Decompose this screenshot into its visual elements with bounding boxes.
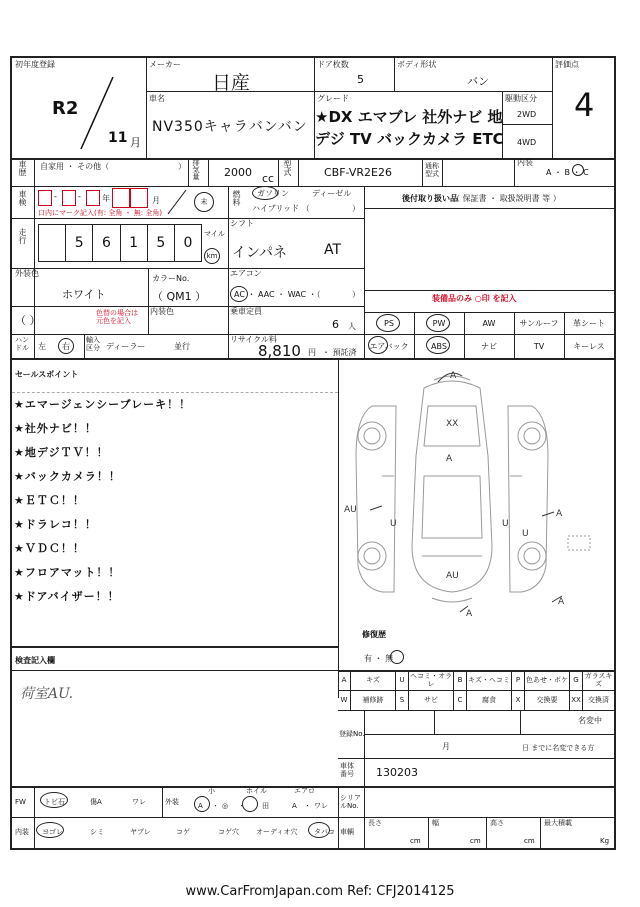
- length-label: 長さ: [368, 819, 382, 827]
- drive-2wd: 2WD: [517, 110, 537, 119]
- int-item: コゲ: [176, 828, 190, 836]
- fuel-diesel: ディーゼル: [312, 189, 352, 198]
- damage-mark: A: [556, 509, 563, 519]
- damage-mark: U: [522, 529, 529, 539]
- fuel-hybrid: ハイブリッド （: [252, 204, 310, 213]
- int-item: ヤブレ: [130, 828, 151, 836]
- inspect-note: 口内にマーク記入(有: 全角 ・ 無: 全角): [38, 209, 163, 217]
- frame-label: 車体番号: [340, 762, 354, 778]
- frame-number: 130203: [376, 766, 418, 779]
- car-name-label: 車名: [149, 94, 165, 103]
- color-change: （ ）: [15, 314, 41, 327]
- width-unit: cm: [470, 837, 481, 845]
- km-circle: km: [204, 248, 220, 264]
- legend-desc: キズ・ヘコミ: [467, 670, 512, 690]
- equip-ps: PS: [384, 318, 394, 328]
- equip-navi: ナビ: [481, 341, 497, 351]
- damage-mark: A: [446, 454, 453, 464]
- height-label: 高さ: [490, 819, 504, 827]
- inspect-dash-1: -: [54, 192, 57, 201]
- int-circle: [36, 822, 64, 838]
- wheel-label: ホイル: [246, 787, 267, 795]
- odometer-digit: [39, 225, 66, 261]
- car-diagram: [342, 366, 610, 618]
- wheel-circle: [242, 796, 258, 812]
- legend-code: W: [338, 690, 351, 710]
- equip-title: 装備品のみ ○印 を記入: [432, 294, 517, 303]
- fw-circle: [40, 792, 68, 808]
- color-change-note: 色替の場合は 元色を記入: [96, 309, 138, 325]
- damage-mark: XX: [446, 419, 459, 429]
- fw-item: トビ石: [44, 798, 65, 806]
- ext-item: ・: [304, 802, 311, 810]
- reg-no-label: 登録No.: [339, 730, 365, 738]
- int-item: タバコ: [314, 828, 335, 836]
- inspect-month-unit: 月: [152, 196, 160, 205]
- fuel-gasoline: ガソリン: [257, 189, 289, 198]
- usage-value: 自家用 ・ その他（: [40, 162, 110, 171]
- grade-line1: ★DX エマブレ 社外ナビ 地: [315, 108, 503, 126]
- odometer-digit: 1: [121, 225, 148, 261]
- legend-desc: 交換済: [588, 696, 609, 704]
- maker-value: 日産: [212, 72, 251, 94]
- import-label: 輸入区分: [86, 336, 100, 352]
- ext-circle: [194, 796, 210, 812]
- recycle-label: リサイクル料: [230, 335, 277, 344]
- damage-mark: AU: [344, 505, 357, 515]
- odometer: [38, 224, 202, 262]
- ext-label: 外装: [165, 798, 179, 806]
- equip-leather: 革シート: [573, 318, 605, 328]
- sales-point: ★ドアバイザー！！: [14, 590, 120, 603]
- int-item: ヨゴレ: [42, 828, 63, 836]
- ext-color-value: ホワイト: [62, 288, 106, 301]
- mile-label: マイル: [204, 230, 225, 238]
- fuel-hybrid-close: ）: [352, 204, 360, 213]
- legend-code: U: [396, 670, 409, 690]
- footer-ref: www.CarFromJapan.com Ref: CFJ2014125: [185, 884, 455, 899]
- legend-code: P: [512, 670, 525, 690]
- sales-point: ★バックカメラ！！: [14, 470, 121, 483]
- body-label: ボディ形状: [397, 60, 437, 69]
- ext-item: A: [292, 802, 297, 810]
- damage-mark: A: [450, 371, 457, 381]
- reg-month: 11: [108, 130, 128, 146]
- name-change: 名変中: [578, 716, 602, 725]
- car-name-value: NV350キャラバンバン: [152, 119, 308, 135]
- length-unit: cm: [410, 837, 421, 845]
- damage-mark: U: [502, 519, 509, 529]
- sales-point: ★ＶＤＣ！！: [14, 542, 85, 555]
- sales-point: ★ドラレコ！！: [14, 518, 97, 531]
- interior-label: 内装: [517, 158, 533, 167]
- inspect-box-2: [62, 190, 76, 206]
- sales-point: ★社外ナビ！！: [14, 422, 97, 435]
- shift-type: AT: [324, 242, 342, 258]
- equip-airbag-circle: [368, 336, 388, 354]
- equip-ps-circle: [376, 314, 400, 332]
- fw-item: ワレ: [132, 798, 146, 806]
- mileage-label: 走行: [18, 228, 27, 244]
- doors-label: ドア枚数: [317, 60, 349, 69]
- grade-label: グレード: [317, 94, 349, 103]
- ext-item: ・: [238, 802, 245, 810]
- damage-mark: U: [390, 519, 397, 529]
- recycle-value: 8,810: [258, 342, 301, 360]
- int-circle-2: [308, 822, 330, 838]
- inspector-title: 検査記入欄: [15, 656, 55, 665]
- no-shaken-circle: 未: [194, 192, 214, 212]
- odometer-digit: 6: [93, 225, 120, 261]
- handle-label: ハンドル: [15, 336, 29, 352]
- legend-desc: 交換要: [525, 690, 570, 710]
- tsusho-label: 通称型式: [425, 162, 439, 178]
- damage-mark: A: [558, 597, 565, 607]
- sales-points-list: [14, 398, 334, 614]
- shift-position: インパネ: [232, 245, 288, 261]
- model-label: 型式: [283, 160, 292, 176]
- shaken-label: 車歴: [18, 160, 27, 176]
- sales-point: ★ＥＴＣ！！: [14, 494, 85, 507]
- legend-desc: サビ: [409, 690, 454, 710]
- interior-color-label: 内装色: [150, 307, 174, 316]
- legend-row-2: [338, 690, 614, 710]
- capacity-label: 乗車定員: [230, 307, 262, 316]
- fw-item: 傷A: [90, 798, 102, 806]
- reg-month: 月: [442, 742, 450, 751]
- repair-circle: [390, 650, 404, 664]
- fuel-circle: [252, 186, 278, 200]
- legend-row-1: [338, 670, 614, 690]
- sales-point: ★地デジＴＶ！！: [14, 446, 109, 459]
- legend-code: XX: [570, 690, 583, 710]
- max-load-unit: Kg: [600, 837, 610, 845]
- inspector-note: 荷室AU.: [20, 686, 74, 702]
- handle-circle: [58, 338, 74, 354]
- max-load-label: 最大積載: [544, 819, 572, 827]
- inspect-label: 車検: [18, 190, 27, 206]
- import-dealer: ディーラー: [106, 342, 146, 351]
- legend-desc: 腐食: [467, 690, 512, 710]
- ext-item: ・: [212, 802, 219, 810]
- inspect-year-unit: 年: [102, 194, 110, 203]
- small-label: 小: [208, 787, 215, 795]
- equip-tv: TV: [533, 341, 545, 351]
- odometer-digit: 0: [183, 235, 193, 251]
- first-reg-label: 初年度登録: [15, 60, 55, 69]
- serial-label: シリアルNo.: [340, 794, 361, 810]
- equip-keyless: キーレス: [573, 341, 605, 351]
- aero-label: エアロ: [294, 787, 315, 795]
- equip-abs-circle: [426, 336, 450, 354]
- ext-item: ◎: [222, 802, 229, 810]
- body-value: バン: [467, 75, 489, 88]
- equip-aw: AW: [482, 318, 496, 328]
- equip-abs: ABS: [431, 341, 447, 351]
- import-parallel: 並行: [174, 342, 190, 351]
- equip-pw-circle: [426, 314, 450, 332]
- inspect-box-1: [38, 190, 52, 206]
- ext-color-label: 外装色: [15, 269, 39, 278]
- score-label: 評価点: [555, 60, 579, 69]
- drive-label: 駆動区分: [505, 94, 537, 103]
- height-unit: cm: [524, 837, 535, 845]
- inspect-box-5: [130, 188, 148, 208]
- displacement-label: 排気量: [192, 159, 200, 180]
- handle-left: 左: [38, 342, 46, 351]
- interior-grades: A ・ B ・ C: [546, 168, 589, 177]
- interior-grade-circle: [572, 164, 584, 176]
- legend-desc: キズ: [351, 670, 396, 690]
- maker-label: メーカー: [149, 60, 181, 69]
- ext-item: 田: [262, 802, 269, 810]
- int-item: シミ: [90, 828, 104, 836]
- displacement-value: 2000: [224, 166, 252, 179]
- aircon-label: エアコン: [230, 269, 262, 278]
- aircon-close: ）: [352, 290, 360, 299]
- sales-points-title: セールスポイント: [15, 370, 79, 379]
- displacement-unit: cc: [262, 172, 275, 185]
- inspect-slash: [162, 188, 192, 216]
- sales-point: ★エマージェンシーブレーキ！！: [14, 398, 192, 411]
- recycle-unit: 円: [308, 348, 316, 357]
- ext-item: ワレ: [314, 802, 328, 810]
- odometer-digit: 5: [66, 225, 93, 261]
- width-label: 幅: [432, 819, 439, 827]
- capacity-unit: 人: [348, 322, 356, 331]
- sales-point: ★フロアマット！！: [14, 566, 121, 579]
- repair-label: 修復歴: [362, 630, 386, 639]
- aircon-circle: [230, 286, 248, 302]
- capacity-value: 6: [332, 318, 339, 331]
- drive-4wd: 4WD: [517, 138, 537, 147]
- legend-desc: 色あせ・ボケ: [525, 670, 570, 690]
- legend-code: G: [570, 670, 583, 690]
- recycle-deposit: ・ 預託済: [322, 348, 357, 357]
- doors-value: 5: [357, 73, 364, 86]
- legend-code: C: [454, 690, 467, 710]
- int-label: 内装: [15, 828, 29, 836]
- reg-day-note: 日 までに名変できる方: [522, 744, 595, 752]
- equip-sunroof: サンルーフ: [519, 318, 559, 328]
- inspect-box-3: [86, 190, 100, 206]
- era-year: R2: [52, 98, 79, 119]
- inspect-box-4: [112, 188, 130, 208]
- accessories-value: （ 保証書 ・ 取扱説明書 等 ）: [452, 194, 561, 203]
- shift-label: シフト: [230, 219, 254, 228]
- usage-close: ）: [178, 162, 186, 171]
- ext-item: A: [198, 802, 203, 810]
- legend-code: X: [512, 690, 525, 710]
- inspect-dash-2: -: [78, 192, 81, 201]
- damage-mark: AU: [446, 571, 459, 581]
- int-item: コゲ穴: [218, 828, 239, 836]
- fw-label: FW: [15, 798, 26, 806]
- equip-pw: PW: [432, 318, 446, 328]
- accessories-label: 後付取り扱い品: [402, 194, 458, 203]
- legend-code: S: [396, 690, 409, 710]
- equip-airbag: エアバック: [369, 341, 409, 351]
- damage-mark: A: [466, 609, 473, 618]
- repair-value: 有 ・ 無: [364, 654, 394, 663]
- legend-code: B: [454, 670, 467, 690]
- int-item: オーディオ穴: [256, 828, 298, 836]
- legend-desc: ガラスキズ: [584, 672, 613, 688]
- aircon-value: AC ・ AAC ・ WAC ・（: [234, 290, 321, 299]
- dims-label: 車輌: [340, 828, 354, 836]
- auction-sheet: [10, 56, 616, 850]
- score-value: 4: [574, 86, 595, 124]
- fuel-label: 燃料: [232, 190, 241, 206]
- legend-code: A: [338, 670, 351, 690]
- color-no-value: （ QM1 ）: [152, 290, 207, 303]
- grade-line2: デジ TV バックカメラ ETC: [315, 130, 504, 148]
- model-value: CBF-VR2E26: [324, 166, 392, 179]
- odometer-digit: 5: [148, 225, 175, 261]
- reg-month-unit: 月: [130, 136, 141, 149]
- color-no-label: カラーNo.: [152, 274, 190, 283]
- legend-desc: ヘコミ・オラレ: [410, 672, 452, 688]
- handle-right: 右: [62, 342, 70, 351]
- legend-desc: 補修跡: [351, 690, 396, 710]
